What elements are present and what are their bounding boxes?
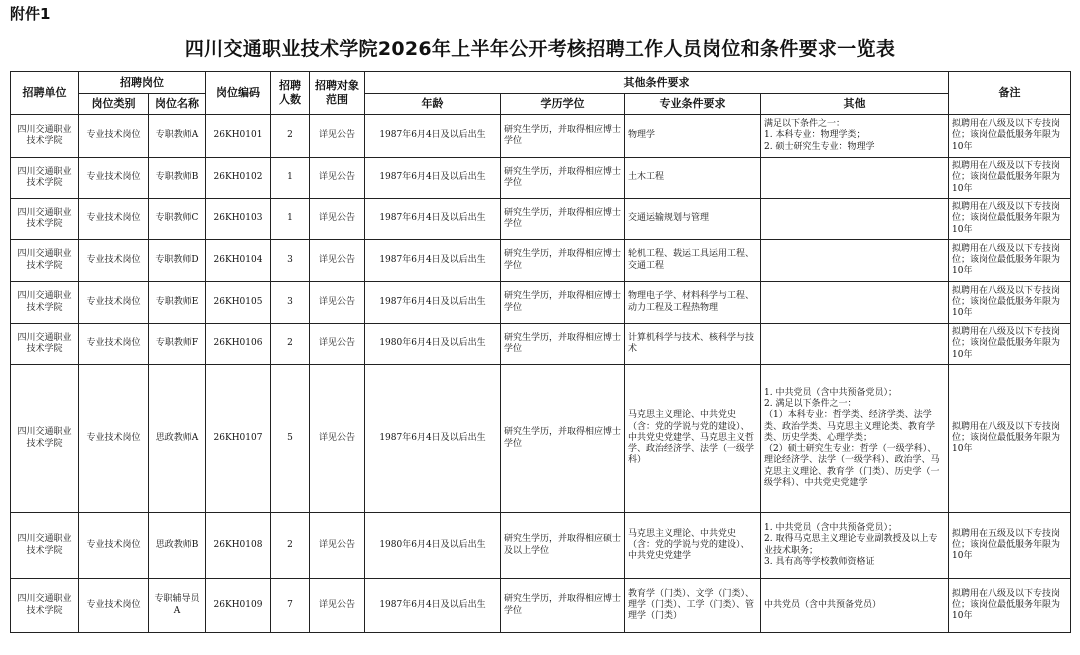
cell-scope: 详见公告 — [310, 199, 365, 240]
cell-count: 3 — [271, 282, 310, 324]
header-education: 学历学位 — [501, 94, 625, 115]
cell-code: 26KH0105 — [206, 282, 271, 324]
header-unit: 招聘单位 — [11, 72, 79, 115]
cell-remark: 拟聘用在八级及以下专技岗位；该岗位最低服务年限为10年 — [949, 158, 1071, 199]
cell-major: 马克思主义理论、中共党史（含：党的学说与党的建设）、中共党史党建学、马克思主义哲学、政治经济学、法学（一级学科） — [625, 365, 761, 513]
attachment-label: 附件1 — [10, 5, 51, 23]
cell-education: 研究生学历，并取得相应博士学位 — [501, 282, 625, 324]
cell-count: 2 — [271, 115, 310, 158]
cell-post-name: 专职教师E — [149, 282, 206, 324]
cell-age: 1987年6月4日及以后出生 — [365, 365, 501, 513]
cell-post-type: 专业技术岗位 — [79, 240, 149, 282]
cell-scope: 详见公告 — [310, 324, 365, 365]
cell-major: 交通运输规划与管理 — [625, 199, 761, 240]
cell-remark: 拟聘用在八级及以下专技岗位；该岗位最低服务年限为10年 — [949, 115, 1071, 158]
cell-unit: 四川交通职业技术学院 — [11, 513, 79, 579]
cell-other — [761, 282, 949, 324]
cell-education: 研究生学历，并取得相应博士学位 — [501, 324, 625, 365]
cell-unit: 四川交通职业技术学院 — [11, 240, 79, 282]
cell-code: 26KH0104 — [206, 240, 271, 282]
cell-remark: 拟聘用在八级及以下专技岗位；该岗位最低服务年限为10年 — [949, 365, 1071, 513]
header-other: 其他 — [761, 94, 949, 115]
cell-post-name: 专职教师F — [149, 324, 206, 365]
cell-age: 1980年6月4日及以后出生 — [365, 513, 501, 579]
cell-major: 教育学（门类）、文学（门类）、理学（门类）、工学（门类）、管理学（门类） — [625, 579, 761, 633]
cell-education: 研究生学历，并取得相应博士学位 — [501, 240, 625, 282]
cell-major: 土木工程 — [625, 158, 761, 199]
header-count: 招聘人数 — [271, 72, 310, 115]
cell-post-type: 专业技术岗位 — [79, 579, 149, 633]
header-code: 岗位编码 — [206, 72, 271, 115]
header-other-requirements: 其他条件要求 — [365, 72, 949, 94]
cell-count: 1 — [271, 199, 310, 240]
cell-unit: 四川交通职业技术学院 — [11, 324, 79, 365]
cell-scope: 详见公告 — [310, 365, 365, 513]
table-row — [11, 579, 1071, 633]
cell-other: 中共党员（含中共预备党员） — [761, 579, 949, 633]
cell-post-name: 专职教师B — [149, 158, 206, 199]
cell-post-name: 思政教师B — [149, 513, 206, 579]
cell-scope: 详见公告 — [310, 240, 365, 282]
cell-scope: 详见公告 — [310, 282, 365, 324]
cell-unit: 四川交通职业技术学院 — [11, 282, 79, 324]
cell-scope: 详见公告 — [310, 115, 365, 158]
cell-age: 1980年6月4日及以后出生 — [365, 324, 501, 365]
cell-age: 1987年6月4日及以后出生 — [365, 240, 501, 282]
table-row — [11, 158, 1071, 199]
cell-remark: 拟聘用在八级及以下专技岗位；该岗位最低服务年限为10年 — [949, 579, 1071, 633]
cell-other — [761, 240, 949, 282]
cell-code: 26KH0106 — [206, 324, 271, 365]
cell-post-name: 专职教师A — [149, 115, 206, 158]
cell-education: 研究生学历，并取得相应博士学位 — [501, 158, 625, 199]
cell-remark: 拟聘用在八级及以下专技岗位；该岗位最低服务年限为10年 — [949, 282, 1071, 324]
cell-code: 26KH0109 — [206, 579, 271, 633]
cell-post-name: 专职教师C — [149, 199, 206, 240]
cell-scope: 详见公告 — [310, 579, 365, 633]
cell-other — [761, 324, 949, 365]
cell-post-type: 专业技术岗位 — [79, 199, 149, 240]
cell-post-name: 专职辅导员A — [149, 579, 206, 633]
cell-post-name: 专职教师D — [149, 240, 206, 282]
cell-age: 1987年6月4日及以后出生 — [365, 115, 501, 158]
cell-post-name: 思政教师A — [149, 365, 206, 513]
cell-scope: 详见公告 — [310, 513, 365, 579]
header-scope: 招聘对象范围 — [310, 72, 365, 115]
table-row — [11, 324, 1071, 365]
page-title: 四川交通职业技术学院2026年上半年公开考核招聘工作人员岗位和条件要求一览表 — [184, 38, 896, 60]
cell-major: 物理电子学、材料科学与工程、动力工程及工程热物理 — [625, 282, 761, 324]
cell-age: 1987年6月4日及以后出生 — [365, 579, 501, 633]
cell-post-type: 专业技术岗位 — [79, 115, 149, 158]
cell-age: 1987年6月4日及以后出生 — [365, 199, 501, 240]
cell-count: 1 — [271, 158, 310, 199]
cell-major: 计算机科学与技术、核科学与技术 — [625, 324, 761, 365]
table-row — [11, 240, 1071, 282]
header-post: 招聘岗位 — [79, 72, 206, 94]
cell-code: 26KH0101 — [206, 115, 271, 158]
header-post-type: 岗位类别 — [79, 94, 149, 115]
cell-unit: 四川交通职业技术学院 — [11, 199, 79, 240]
cell-age: 1987年6月4日及以后出生 — [365, 158, 501, 199]
cell-age: 1987年6月4日及以后出生 — [365, 282, 501, 324]
cell-count: 2 — [271, 324, 310, 365]
header-major: 专业条件要求 — [625, 94, 761, 115]
cell-remark: 拟聘用在五级及以下专技岗位；该岗位最低服务年限为10年 — [949, 513, 1071, 579]
table-row — [11, 115, 1071, 158]
cell-code: 26KH0107 — [206, 365, 271, 513]
cell-post-type: 专业技术岗位 — [79, 324, 149, 365]
header-remark: 备注 — [949, 72, 1071, 115]
cell-other — [761, 158, 949, 199]
table-row — [11, 513, 1071, 579]
cell-unit: 四川交通职业技术学院 — [11, 158, 79, 199]
table-row — [11, 365, 1071, 513]
cell-post-type: 专业技术岗位 — [79, 158, 149, 199]
cell-code: 26KH0102 — [206, 158, 271, 199]
cell-post-type: 专业技术岗位 — [79, 282, 149, 324]
cell-other — [761, 199, 949, 240]
cell-education: 研究生学历，并取得相应博士学位 — [501, 115, 625, 158]
cell-code: 26KH0103 — [206, 199, 271, 240]
cell-major: 物理学 — [625, 115, 761, 158]
cell-count: 7 — [271, 579, 310, 633]
table-row — [11, 282, 1071, 324]
cell-count: 3 — [271, 240, 310, 282]
cell-education: 研究生学历，并取得相应硕士及以上学位 — [501, 513, 625, 579]
cell-count: 5 — [271, 365, 310, 513]
header-age: 年龄 — [365, 94, 501, 115]
cell-major: 轮机工程、载运工具运用工程、交通工程 — [625, 240, 761, 282]
cell-scope: 详见公告 — [310, 158, 365, 199]
cell-code: 26KH0108 — [206, 513, 271, 579]
cell-post-type: 专业技术岗位 — [79, 513, 149, 579]
cell-major: 马克思主义理论、中共党史（含：党的学说与党的建设）、中共党史党建学 — [625, 513, 761, 579]
cell-other: 1. 中共党员（含中共预备党员）； 2. 满足以下条件之一： （1）本科专业：哲学类、经济学类、法学类、政治学类、马克思主义理论类、教育学类、历史学类、心理学类； （2）硕士研究生专业：哲学（一级学科）、理论经济学、法学（一级学科）、政治学、马克思主义理论、教育学（门类）、历史学（一级学科）、中共党史党建学 — [761, 365, 949, 513]
cell-education: 研究生学历，并取得相应博士学位 — [501, 579, 625, 633]
cell-post-type: 专业技术岗位 — [79, 365, 149, 513]
recruitment-table — [10, 71, 1071, 633]
cell-other: 1. 中共党员（含中共预备党员）； 2. 取得马克思主义理论专业副教授及以上专业技术职务； 3. 具有高等学校教师资格证 — [761, 513, 949, 579]
cell-unit: 四川交通职业技术学院 — [11, 365, 79, 513]
cell-education: 研究生学历，并取得相应博士学位 — [501, 199, 625, 240]
cell-remark: 拟聘用在八级及以下专技岗位；该岗位最低服务年限为10年 — [949, 324, 1071, 365]
cell-remark: 拟聘用在八级及以下专技岗位；该岗位最低服务年限为10年 — [949, 199, 1071, 240]
table-row — [11, 199, 1071, 240]
cell-remark: 拟聘用在八级及以下专技岗位；该岗位最低服务年限为10年 — [949, 240, 1071, 282]
cell-unit: 四川交通职业技术学院 — [11, 115, 79, 158]
cell-unit: 四川交通职业技术学院 — [11, 579, 79, 633]
header-post-name: 岗位名称 — [149, 94, 206, 115]
cell-other: 满足以下条件之一： 1. 本科专业：物理学类； 2. 硕士研究生专业：物理学 — [761, 115, 949, 158]
cell-count: 2 — [271, 513, 310, 579]
cell-education: 研究生学历，并取得相应博士学位 — [501, 365, 625, 513]
